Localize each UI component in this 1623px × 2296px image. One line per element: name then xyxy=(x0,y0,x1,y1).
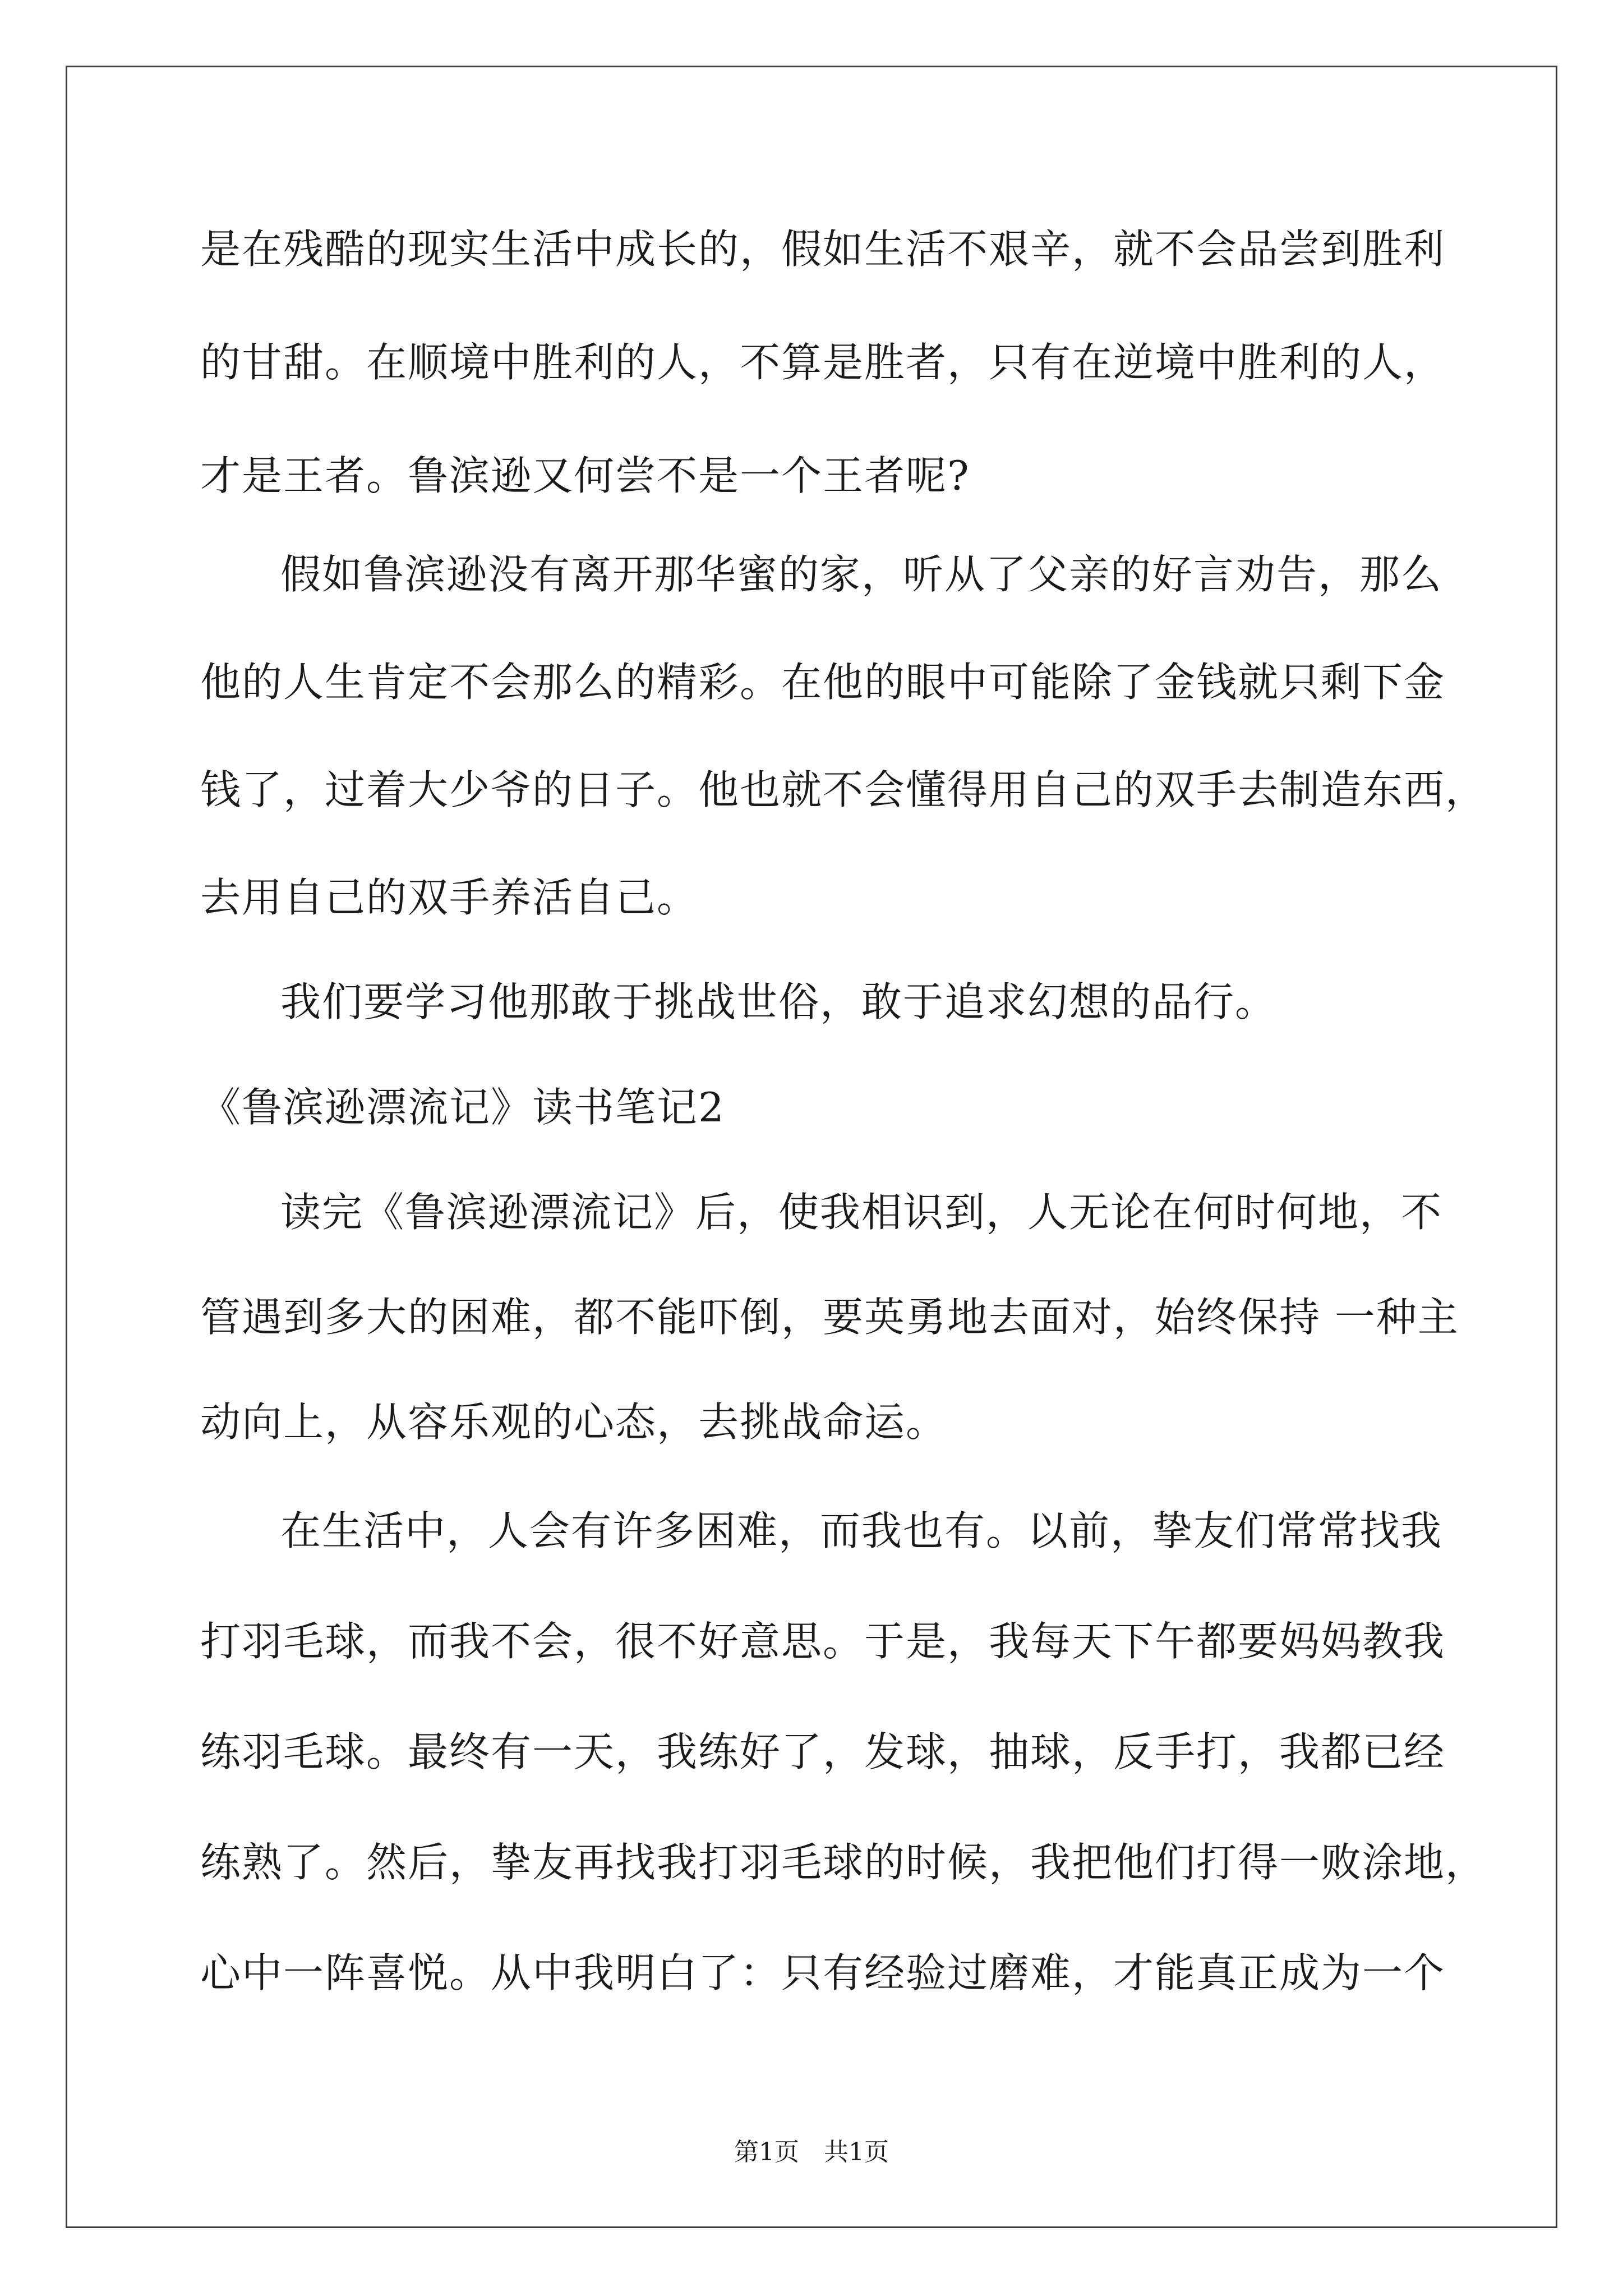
body-line-8: 我们要学习他那敢于挑战世俗，敢于追求幻想的品行。 xyxy=(280,978,1277,1025)
body-line-4: 假如鲁滨逊没有离开那华蜜的家，听从了父亲的好言劝告，那么 xyxy=(280,551,1443,598)
body-line-17: 心中一阵喜悦。从中我明白了：只有经验过磨难，才能真正成为一个 xyxy=(200,1949,1446,1996)
body-line-15: 练羽毛球。最终有一天，我练好了，发球，抽球，反手打，我都已经 xyxy=(200,1728,1446,1775)
body-line-6: 钱了，过着大少爷的日子。他也就不会懂得用自己的双手去制造东西， xyxy=(200,766,1487,813)
body-line-3: 才是王者。鲁滨逊又何尝不是一个王者呢? xyxy=(200,452,970,499)
page-frame xyxy=(66,66,1557,2228)
body-line-16: 练熟了。然后，挚友再找我打羽毛球的时候，我把他们打得一败涂地， xyxy=(200,1839,1487,1886)
body-line-1: 是在残酷的现实生活中成长的，假如生活不艰辛，就不会品尝到胜利 xyxy=(200,226,1446,273)
body-line-10: 读完《鲁滨逊漂流记》后，使我相识到，人无论在何时何地，不 xyxy=(280,1189,1443,1236)
body-line-11: 管遇到多大的困难，都不能吓倒，要英勇地去面对，始终保持 一种主 xyxy=(200,1294,1459,1341)
body-line-7: 去用自己的双手养活自己。 xyxy=(200,874,699,921)
body-line-2: 的甘甜。在顺境中胜利的人，不算是胜者，只有在逆境中胜利的人， xyxy=(200,339,1446,386)
body-line-13: 在生活中，人会有许多困难，而我也有。以前，挚友们常常找我 xyxy=(280,1507,1443,1554)
body-line-5: 他的人生肯定不会那么的精彩。在他的眼中可能除了金钱就只剩下金 xyxy=(200,659,1446,706)
section-heading: 《鲁滨逊漂流记》读书笔记2 xyxy=(200,1084,725,1131)
page-number-footer: 第1页 共1页 xyxy=(734,2138,889,2166)
body-line-12: 动向上，从容乐观的心态，去挑战命运。 xyxy=(200,1398,948,1446)
body-line-14: 打羽毛球，而我不会，很不好意思。于是，我每天下午都要妈妈教我 xyxy=(200,1618,1446,1665)
